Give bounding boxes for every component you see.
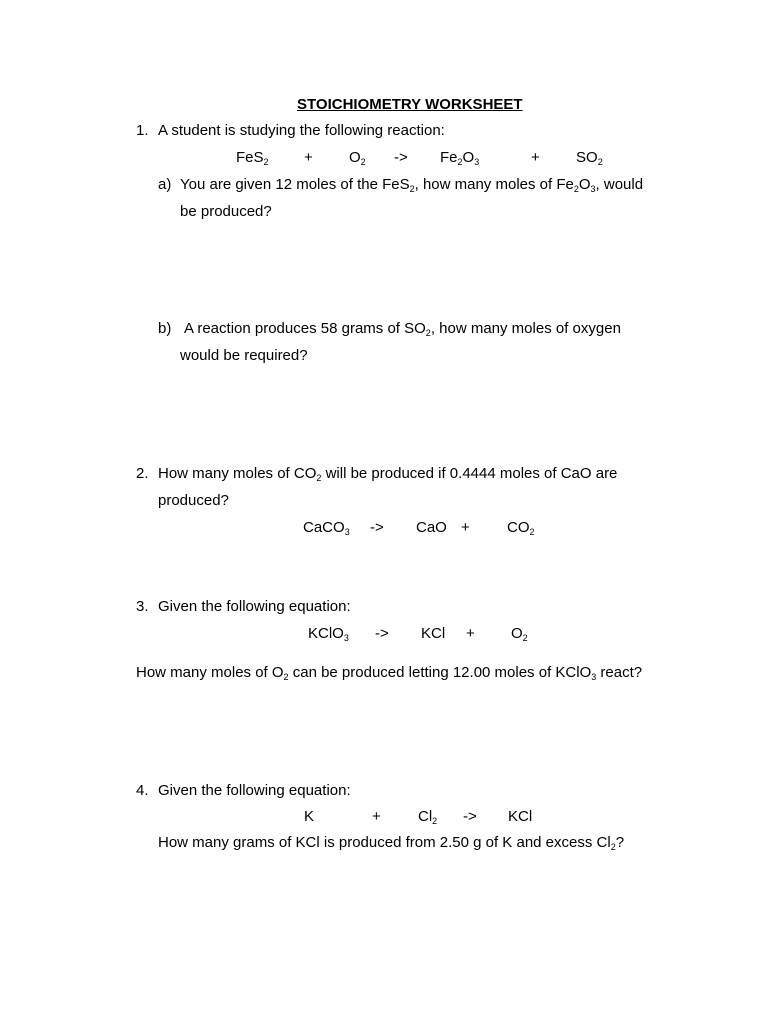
question-4-text: Given the following equation: [158, 782, 351, 799]
plus-sign: + [531, 149, 540, 166]
formula-o2: $O_2$ [511, 625, 528, 643]
reaction-arrow: -> [375, 625, 389, 642]
question-1-text: A student is studying the following reaction: [158, 122, 445, 139]
question-1-number: 1. [136, 122, 149, 139]
plus-sign: + [461, 519, 470, 536]
question-1b-label: b) [158, 320, 172, 337]
formula-caco3: CaCO$_3$ [303, 519, 350, 537]
question-2-text: How many moles of $CO_2$ will be produced if 0.4444 moles of CaO are [158, 465, 618, 483]
question-3-number: 3. [136, 598, 149, 615]
reaction-arrow: -> [394, 149, 408, 166]
page-title: STOICHIOMETRY WORKSHEET [297, 96, 523, 113]
question-1b-text: A reaction produces 58 grams of $SO_2$, how many moles of oxygen [184, 320, 621, 338]
formula-cao: CaO [416, 519, 447, 536]
plus-sign: + [372, 808, 381, 825]
plus-sign: + [304, 149, 313, 166]
reaction-arrow: -> [463, 808, 477, 825]
formula-so2: $SO_2$ [576, 149, 603, 167]
question-2-text-line2: produced? [158, 492, 229, 509]
question-3-text: Given the following equation: [158, 598, 351, 615]
formula-co2: $CO_2$ [507, 519, 535, 537]
reaction-arrow: -> [370, 519, 384, 536]
formula-fes2: FeS$_2$ [236, 149, 269, 167]
question-2-number: 2. [136, 465, 149, 482]
question-1a-text: You are given 12 moles of the FeS$_2$, how many moles of $Fe_2O_3$, would [180, 176, 644, 194]
question-4-question: How many grams of KCl is produced from 2.50 g of K and excess $Cl_2$? [158, 834, 625, 852]
formula-kcl: KCl [421, 625, 446, 642]
question-1b-text-line2: would be required? [180, 347, 308, 364]
question-4-number: 4. [136, 782, 149, 799]
formula-o2: $O_2$ [349, 149, 366, 167]
formula-kclo3: KClO$_3$ [308, 625, 349, 643]
question-1a-label: a) [158, 176, 172, 193]
formula-fe2o3: $Fe_2O_3$ [440, 149, 480, 167]
formula-kcl: KCl [508, 808, 533, 825]
formula-k: K [304, 808, 315, 825]
question-1a-text-line2: be produced? [180, 203, 272, 220]
plus-sign: + [466, 625, 475, 642]
formula-cl2: $Cl_2$ [418, 808, 438, 826]
question-3-question: How many moles of $O_2$ can be produced letting 12.00 moles of KClO$_3$ react? [136, 664, 643, 682]
